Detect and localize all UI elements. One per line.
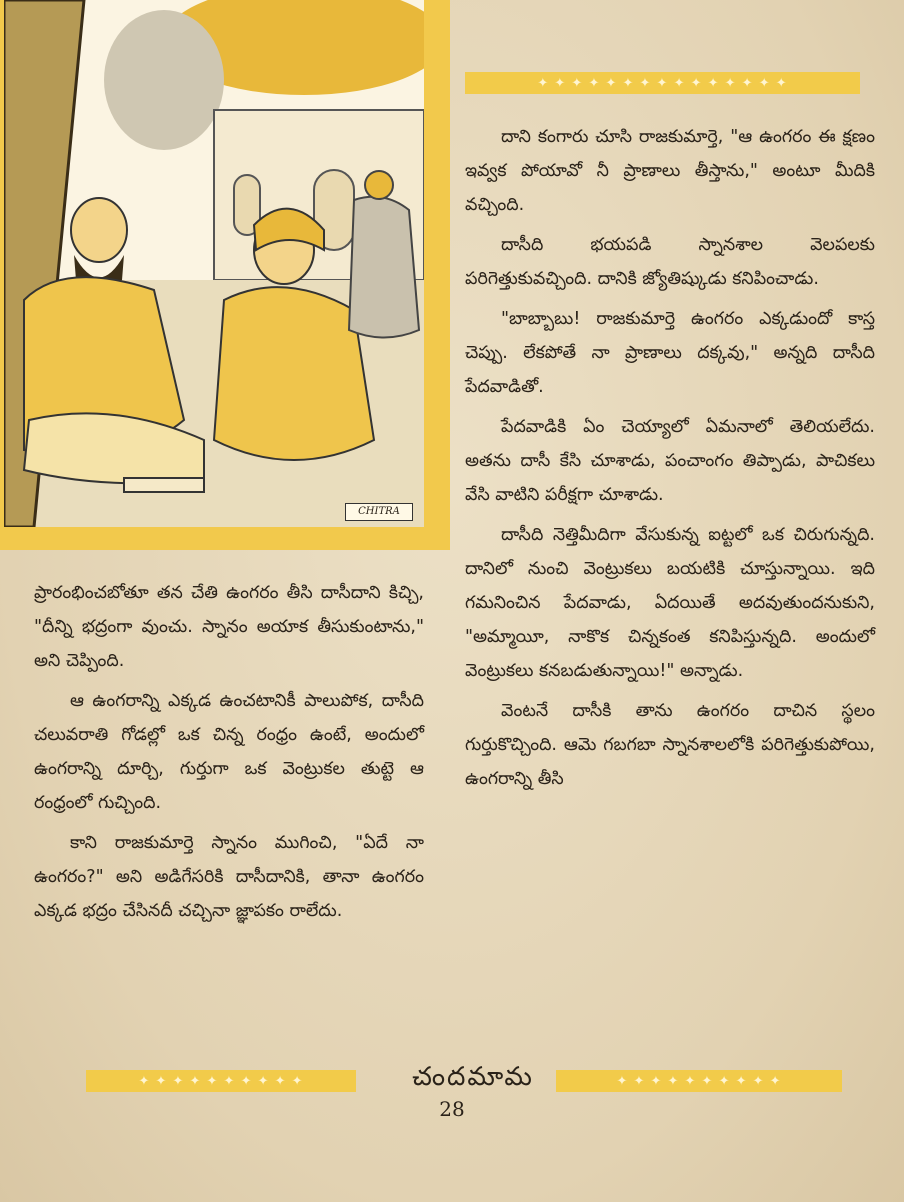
page-number: 28 [439, 1097, 465, 1121]
footer-band-right [556, 1070, 842, 1092]
paragraph: కాని రాజకుమార్తె స్నానం ముగించి, "ఏదే నా ఉంగరం?" అని అడిగేసరికి దాసీదానికి, తానా ఉంగరం ఎక్కడ భద్రం చేసినదీ చచ్చినా జ్ఞాపకం రాలేదు. [34, 833, 424, 921]
right-column [465, 120, 875, 802]
illustration-scene [4, 0, 424, 527]
paragraph: వెంటనే దాసీకి తాను ఉంగరం దాచిన స్థలం గుర్తుకొచ్చింది. ఆమె గబగబా స్నానశాలలోకి పరిగెత్తుకుపోయి, ఉంగరాన్ని తీసి [465, 701, 875, 789]
paragraph: ఆ ఉంగరాన్ని ఎక్కడ ఉంచటానికీ పాలుపోక, దాసీది చలువరాతి గోడల్లో ఒక చిన్న రంధ్రం ఉంటే, అందులో ఉంగరాన్ని దూర్చి, గుర్తుగా ఒక వెంట్రుకల తుట్టె ఆ రంధ్రంలో గుచ్చింది. [34, 691, 424, 813]
paragraph: దాసీది భయపడి స్నానశాల వెలపలకు పరిగెత్తుకువచ్చింది. దానికి జ్యోతిష్కుడు కనిపించాడు. [465, 235, 875, 289]
paragraph: దాసీది నెత్తిమీదిగా వేసుకున్న ఐట్టలో ఒక చిరుగున్నది. దానిలో నుంచి వెంట్రుకలు బయటికి చూస్తున్నాయి. ఇది గమనించిన పేదవాడు, ఏదయితే అదవుతుందనుకుని, "అమ్మాయీ, నాకొక చిన్నకంత కనిపిస్తున్నది. అందులో వెంట్రుకలు కనబడుతున్నాయి!" అన్నాడు. [465, 525, 875, 681]
paragraph: "బాబ్బాబు! రాజకుమార్తె ఉంగరం ఎక్కడుందో కాస్త చెప్పు. లేకపోతే నా ప్రాణాలు దక్కవు," అన్నది దాసీది పేదవాడితో. [465, 309, 875, 397]
paragraph: పేదవాడికి ఏం చెయ్యాలో ఏమనాలో తెలియలేదు. అతను దాసీ కేసి చూశాడు, పంచాంగం తిప్పాడు, పాచికలు వేసి వాటిని పరీక్షగా చూశాడు. [465, 417, 875, 505]
left-column [34, 576, 424, 934]
band-ornaments: ✦ ✦ ✦ ✦ ✦ ✦ ✦ ✦ ✦ ✦ [616, 1073, 782, 1089]
magazine-title: చందమామ [412, 1062, 534, 1092]
paragraph: దాని కంగారు చూసి రాజకుమార్తె, "ఆ ఉంగరం ఈ క్షణం ఇవ్వక పోయావో నీ ప్రాణాలు తీస్తాను," అంటూ మీదికి వచ్చింది. [465, 127, 875, 215]
artist-signature: CHITRA [345, 503, 413, 521]
story-illustration [0, 0, 450, 550]
band-ornaments: ✦ ✦ ✦ ✦ ✦ ✦ ✦ ✦ ✦ ✦ [138, 1073, 304, 1089]
footer-band-left [86, 1070, 356, 1092]
band-ornaments: ✦ ✦ ✦ ✦ ✦ ✦ ✦ ✦ ✦ ✦ ✦ ✦ ✦ ✦ ✦ [537, 75, 788, 91]
top-decorative-band [465, 72, 860, 94]
paragraph: ప్రారంభించబోతూ తన చేతి ఉంగరం తీసి దాసీదాని కిచ్చి, "దీన్ని భద్రంగా వుంచు. స్నానం అయాక తీసుకుంటాను," అని చెప్పింది. [34, 583, 424, 671]
